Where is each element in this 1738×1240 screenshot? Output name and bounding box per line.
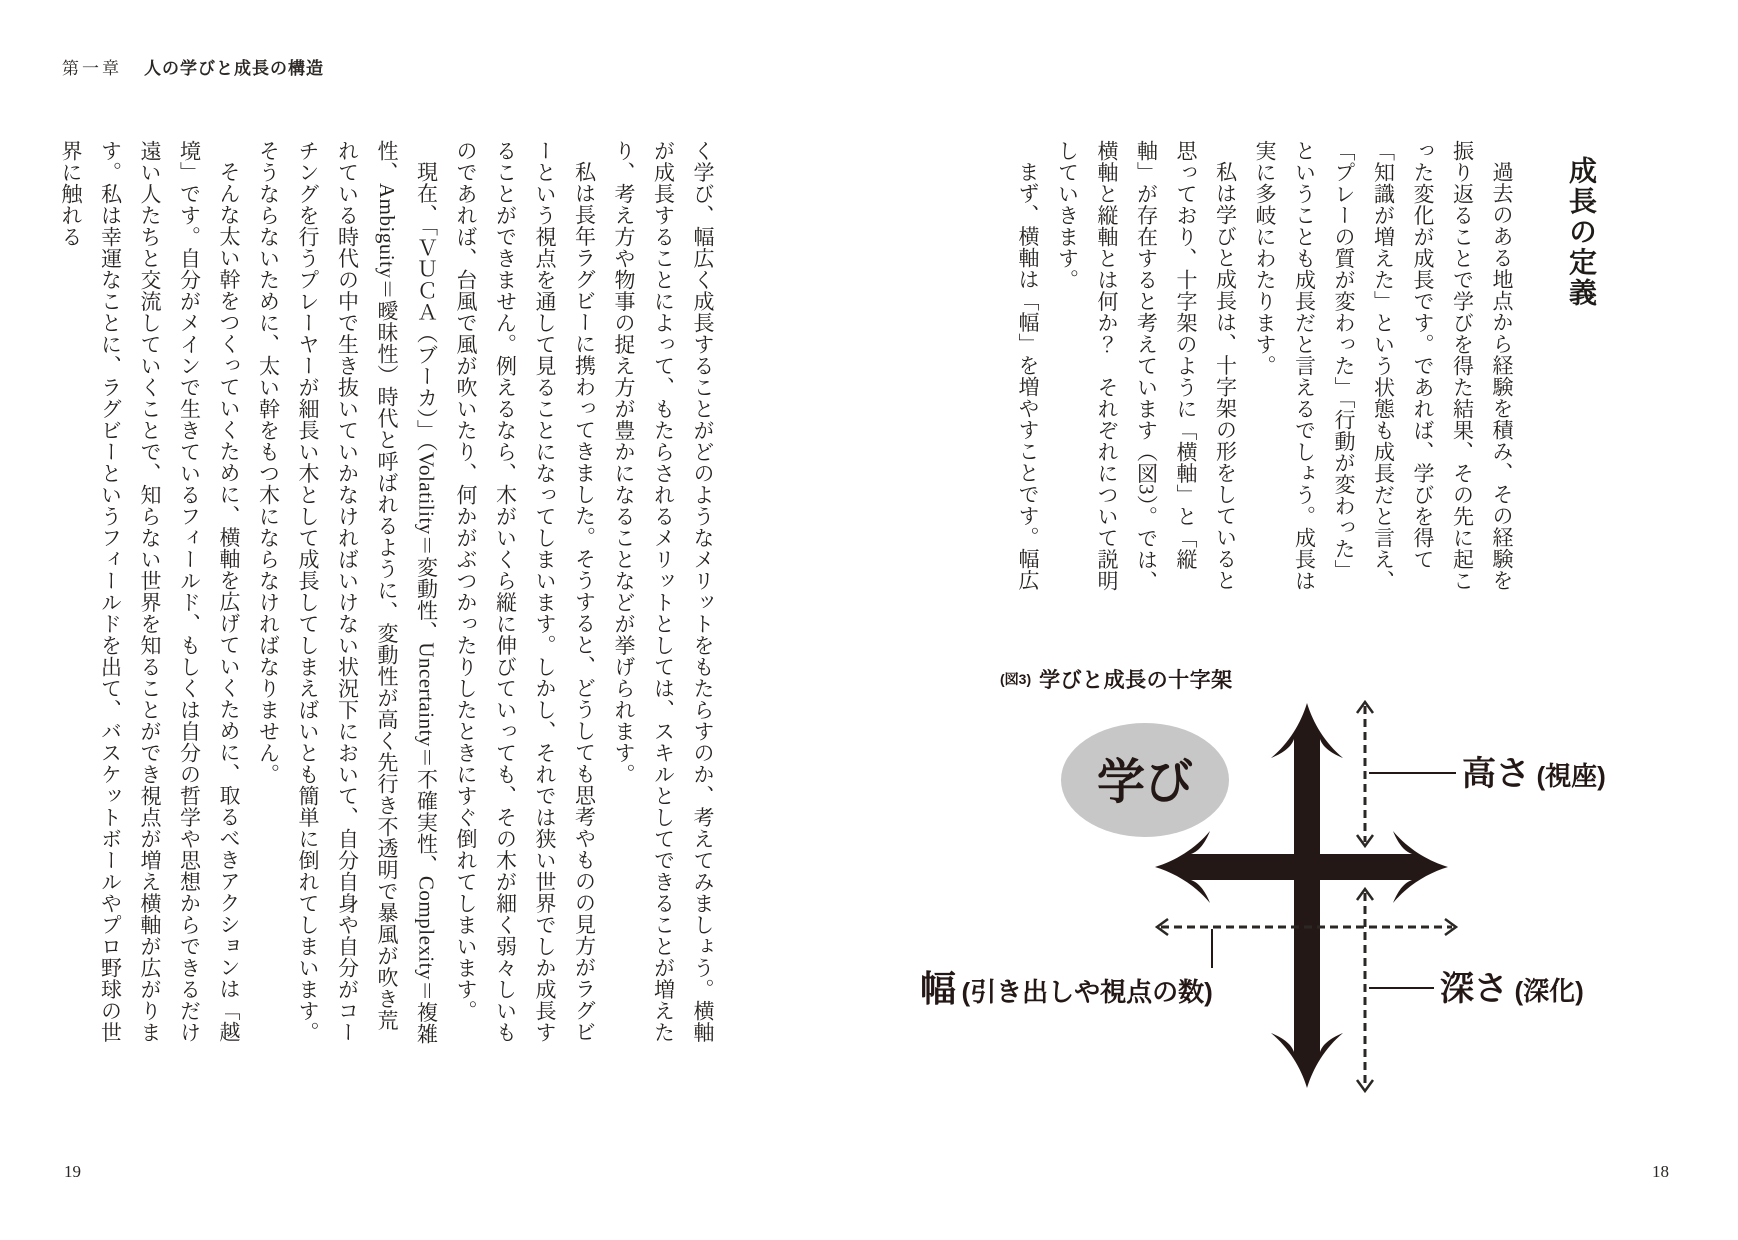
- svg-text:深さ (深化): [1440, 970, 1584, 1008]
- figure-caption: [1000, 664, 1233, 694]
- chapter-number: 第一章: [62, 59, 122, 78]
- body-paragraph: く学び、幅広く成長することがどのようなメリットをもたらすのか、考えてみましょう。横軸が成長することによって、もたらされるメリットとしては、スキルとしてできることが増えたり、考え方や物事の捉え方が豊かになることなどが挙げられます。: [612, 140, 715, 1043]
- body-paragraph: まず、横軸は「幅」を増やすことです。幅広: [1016, 161, 1040, 591]
- learning-bubble-label: 学び: [1097, 756, 1194, 809]
- right-page-body: [1008, 140, 1522, 596]
- width-axis-label: 幅: [920, 968, 957, 1009]
- body-paragraph: 私は学びと成長は、十字架の形をしていると思っており、十字架のように「横軸」と「縦軸」が存在すると考えています（図3）。では、横軸と縦軸とは何か？ それぞれについて説明していきます。: [1055, 140, 1238, 592]
- width-axis-note: (引き出しや視点の数): [961, 977, 1213, 1007]
- figure-title: 学びと成長の十字架: [1039, 669, 1233, 692]
- height-axis-note: (視座): [1536, 761, 1606, 791]
- running-head: [62, 54, 324, 79]
- body-paragraph: 現在、「ＶＵＣＡ（ブーカ）」（Volatility＝変動性、Uncertainty＝不確実性、Complexity＝複雑性、Ambiguity＝曖昧性）時代と呼ばれるように、変動性が高く先行き不透明で暴風が吹き荒れている時代の中で生き抜いていかなければいけない状況下において、自分自身や自分がコーチングを行うプレーヤーが細長い木として成長してしまえばいとも簡単に倒れてしまいます。そうならないために、太い幹をもつ木にならなければなりません。: [256, 140, 439, 1045]
- body-paragraph: 過去のある地点から経験を積み、その経験を振り返ることで学びを得た結果、その先に起こった変化が成長です。であれば、学びを得て「知識が増えた」という状態も成長だと言え、「プレーの質が変わった」「行動が変わった」ということも成長だと言えるでしょう。成長は実に多岐にわたります。: [1253, 140, 1514, 592]
- body-paragraph: 私は長年ラグビーに携わってきました。そうすると、どうしても思考やものの見方がラグビーという視点を通して見ることになってしまいます。しかし、それでは狭い世界でしか成長することができません。例えるなら、木がいくら縦に伸びていっても、その木が細く弱々しいものであれば、台風で風が吹いたり、何かがぶつかったりしたときにすぐ倒れてしまいます。: [454, 140, 597, 1043]
- figure-3: [900, 660, 1620, 1120]
- figure-number: (図3): [1000, 671, 1032, 687]
- depth-axis-label: 深さ: [1440, 970, 1508, 1008]
- body-paragraph: そんな太い幹をつくっていくために、横軸を広げていくために、取るべきアクションは「越境」です。自分がメインで生きているフィールド、もしくは自分の哲学や思想からできるだけ遠い人たちと交流していくことで、知らない世界を知ることができ視点が増え横軸が広がります。私は幸運なことに、ラグビーというフィールドを出て、バスケットボールやプロ野球の世界に触れる: [59, 140, 241, 1043]
- depth-axis-note: (深化): [1514, 976, 1584, 1006]
- svg-text:幅 (引き出しや視点の数): [920, 968, 1213, 1009]
- section-heading: 成長の定義: [1565, 156, 1596, 309]
- chapter-title: 人の学びと成長の構造: [144, 59, 324, 78]
- left-page-body: [51, 140, 723, 1050]
- page-number-left: 19: [64, 1162, 81, 1181]
- page-number-right: 18: [1652, 1162, 1669, 1181]
- height-axis-label: 高さ: [1462, 755, 1530, 793]
- cross-diagram: [900, 660, 1620, 1120]
- svg-text:高さ (視座): [1462, 755, 1606, 793]
- label-connectors: [1212, 773, 1456, 988]
